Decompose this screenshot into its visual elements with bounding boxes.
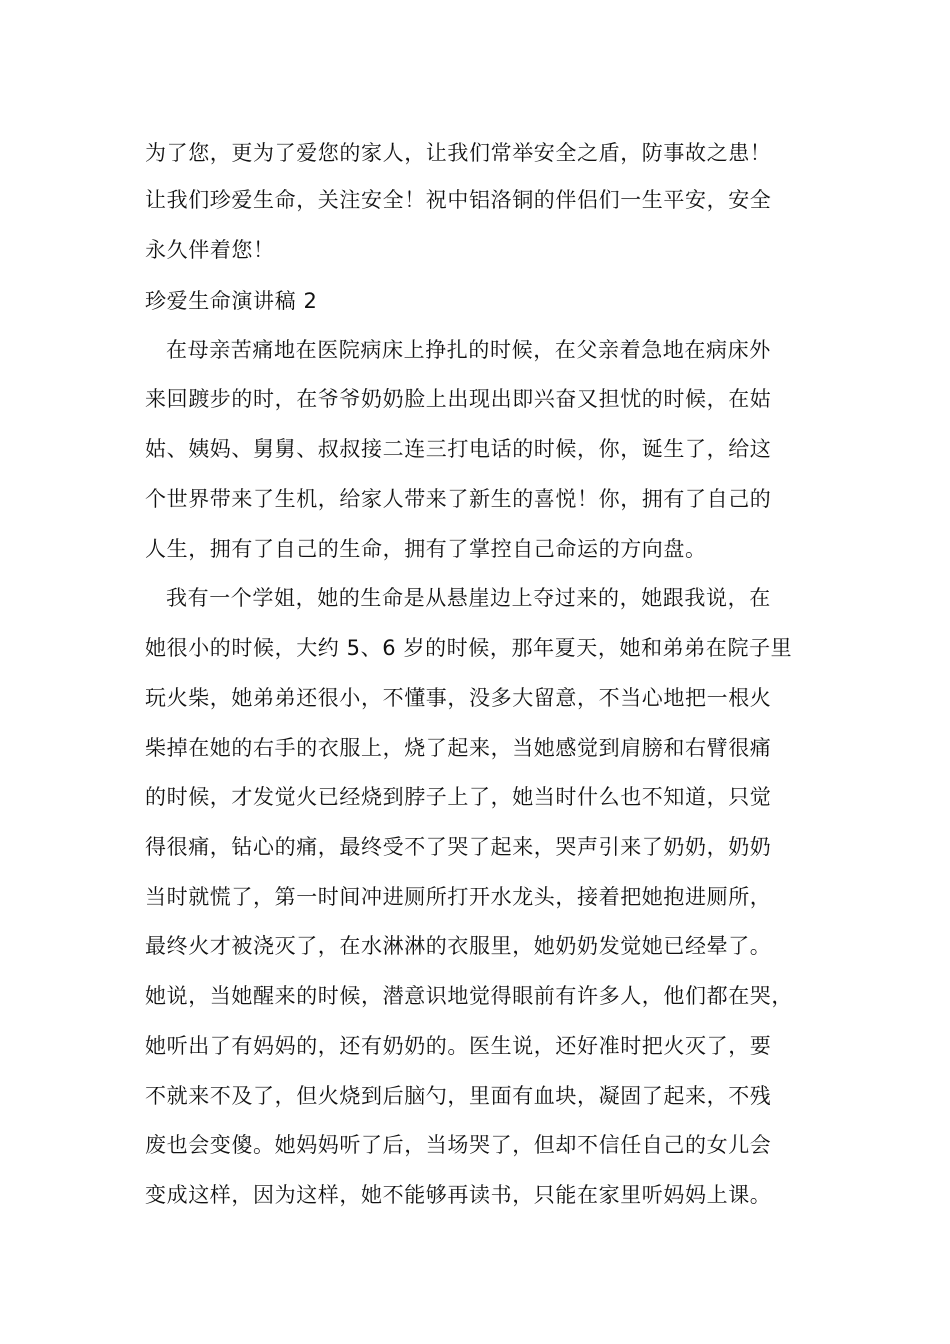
text-line: 她说，当她醒来的时候，潜意识地觉得眼前有许多人，他们都在哭，	[145, 984, 793, 1008]
text-line: 的时候，才发觉火已经烧到脖子上了，她当时什么也不知道，只觉	[145, 785, 772, 809]
text-line: 来回踱步的时，在爷爷奶奶脸上出现出即兴奋又担忧的时候，在姑	[145, 387, 772, 411]
text-line: 为了您，更为了爱您的家人，让我们常举安全之盾，防事故之患！	[145, 141, 772, 165]
text-line: 不就来不及了，但火烧到后脑勺，里面有血块，凝固了起来，不残	[145, 1084, 772, 1108]
text-line: 最终火才被浇灭了，在水淋淋的衣服里，她奶奶发觉她已经晕了。	[145, 934, 772, 958]
text-line: 她听出了有妈妈的，还有奶奶的。医生说，还好准时把火灭了，要	[145, 1034, 772, 1058]
text-line: 永久伴着您！	[145, 238, 275, 262]
text-line: 柴掉在她的右手的衣服上，烧了起来，当她感觉到肩膀和右臂很痛	[145, 736, 772, 760]
paragraph-first-line: 在母亲苦痛地在医院病床上挣扎的时候，在父亲着急地在病床外	[166, 338, 771, 362]
text-line: 玩火柴，她弟弟还很小，不懂事，没多大留意，不当心地把一根火	[145, 686, 772, 710]
text-line: 她很小的时候，大约 5、6 岁的时候，那年夏天，她和弟弟在院子里	[145, 636, 793, 660]
text-line: 姑、姨妈、舅舅、叔叔接二连三打电话的时候，你，诞生了，给这	[145, 437, 772, 461]
paragraph-first-line: 我有一个学姐，她的生命是从悬崖边上夺过来的，她跟我说，在	[166, 586, 771, 610]
text-line: 人生，拥有了自己的生命，拥有了掌控自己命运的方向盘。	[145, 537, 707, 561]
text-line: 废也会变傻。她妈妈听了后，当场哭了，但却不信任自己的女儿会	[145, 1133, 772, 1157]
section-heading: 珍爱生命演讲稿 2	[145, 289, 318, 313]
text-line: 变成这样，因为这样，她不能够再读书，只能在家里听妈妈上课。	[145, 1183, 772, 1207]
text-line: 当时就慌了，第一时间冲进厕所打开水龙头，接着把她抱进厕所，	[145, 885, 772, 909]
text-line: 个世界带来了生机，给家人带来了新生的喜悦！你，拥有了自己的	[145, 487, 772, 511]
text-line: 得很痛，钻心的痛，最终受不了哭了起来，哭声引来了奶奶，奶奶	[145, 835, 772, 859]
text-line: 让我们珍爱生命，关注安全！祝中铝洛铜的伴侣们一生平安，安全	[145, 188, 772, 212]
